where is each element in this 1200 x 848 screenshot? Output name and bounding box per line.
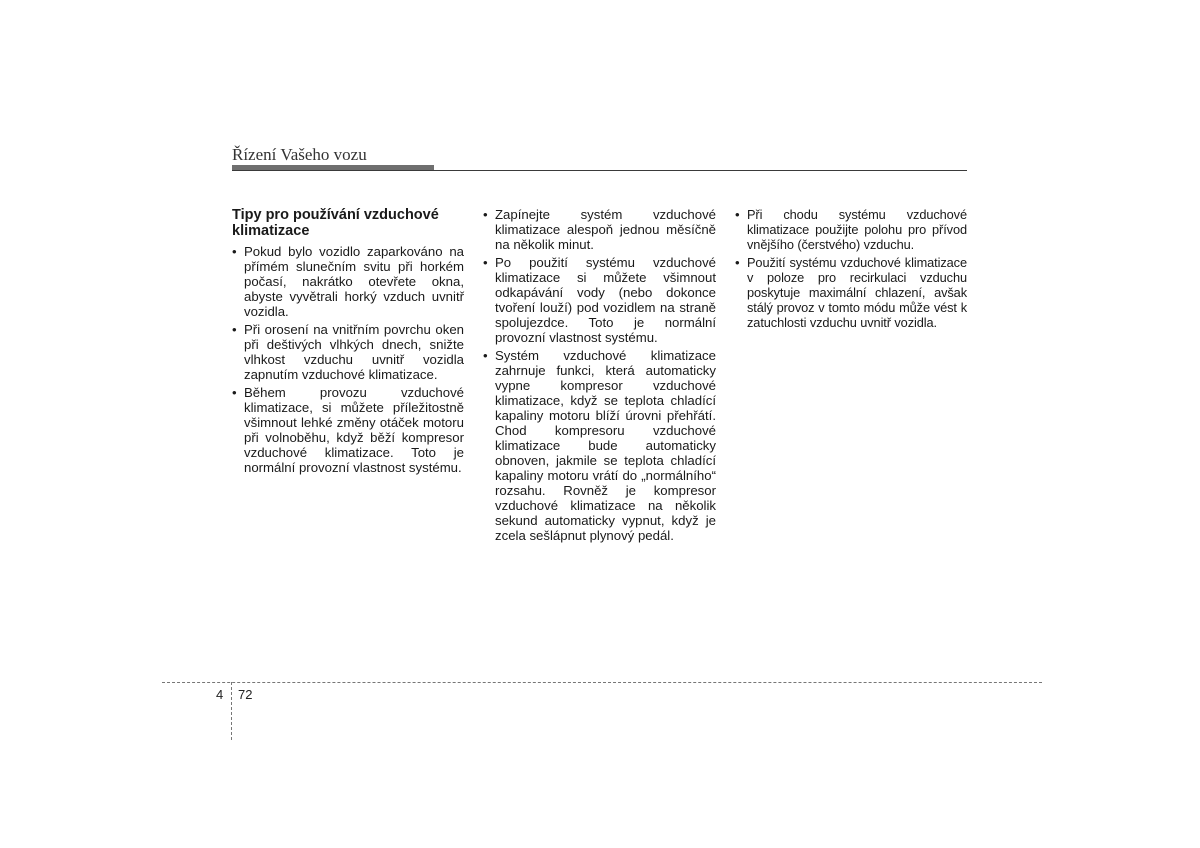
list-item	[232, 385, 464, 475]
bullet-icon: •	[232, 322, 237, 337]
footer-dashed-separator	[231, 682, 232, 740]
list-item	[735, 255, 967, 330]
footer-dashed-rule	[162, 682, 1042, 683]
tips-list	[735, 207, 967, 330]
list-item	[232, 322, 464, 382]
text-column-1	[232, 207, 464, 478]
bullet-icon: •	[232, 385, 237, 400]
chapter-number: 4	[216, 687, 224, 702]
list-item-text: Při orosení na vnitřním povrchu oken při deštivých vlhkých dnech, snižte vlhkost vzduchu uvnitř vozidla zapnutím vzduchové klimatizace.	[244, 322, 464, 382]
list-item-text: Při chodu systému vzduchové klimatizace použijte polohu pro přívod vnějšího (čerstvého) vzduchu.	[747, 207, 967, 252]
text-column-2	[483, 207, 716, 546]
list-item	[483, 255, 716, 345]
tips-list	[483, 207, 716, 543]
list-item	[735, 207, 967, 252]
section-heading: Tipy pro používání vzduchové klimatizace	[232, 207, 439, 239]
list-item	[232, 244, 464, 319]
text-column-3	[735, 207, 967, 333]
list-item	[483, 348, 716, 543]
bullet-icon: •	[483, 255, 488, 270]
bullet-icon: •	[483, 207, 488, 222]
bullet-icon: •	[483, 348, 488, 363]
list-item	[483, 207, 716, 252]
list-item-text: Po použití systému vzduchové klimatizace si můžete všimnout odkapávání vody (nebo dokonce tvoření louží) pod vozidlem na straně spolujezdce. Toto je normální provozní vlastnost systému.	[495, 255, 716, 345]
bullet-icon: •	[735, 207, 740, 222]
bullet-icon: •	[232, 244, 237, 259]
bullet-icon: •	[735, 255, 740, 270]
list-item-text: Zapínejte systém vzduchové klimatizace alespoň jednou měsíčně na několik minut.	[495, 207, 716, 252]
header-divider	[232, 170, 967, 171]
tips-list	[232, 244, 464, 475]
page-number: 72	[238, 687, 253, 702]
list-item-text: Systém vzduchové klimatizace zahrnuje funkci, která automaticky vypne kompresor vzduchové klimatizace, když se teplota chladící kapaliny motoru blíží úrovni přehřátí. Chod kompresoru vzduchové klimatizace bude automaticky obnoven, jakmile se teplota chladící kapaliny motoru vrátí do „normálního“ rozsahu. Rovněž je kompresor vzduchové klimatizace na několik sekund automaticky vypnut, když je zcela sešlápnut plynový pedál.	[495, 348, 716, 543]
list-item-text: Během provozu vzduchové klimatizace, si můžete příležitostně všimnout lehké změny otáček motoru při volnoběhu, když běží kompresor vzduchové klimatizace. Toto je normální provozní vlastnost systému.	[244, 385, 464, 475]
page-header-title: Řízení Vašeho vozu	[232, 145, 367, 164]
list-item-text: Pokud bylo vozidlo zaparkováno na přímém slunečním svitu při horkém počasí, nakrátko otevřete okna, abyste vyvětrali horký vzduch uvnitř vozidla.	[244, 244, 464, 319]
list-item-text: Použití systému vzduchové klimatizace v poloze pro recirkulaci vzduchu poskytuje maximální chlazení, avšak stálý provoz v tomto módu může vést k zatuchlosti vzduchu uvnitř vozidla.	[747, 255, 967, 330]
